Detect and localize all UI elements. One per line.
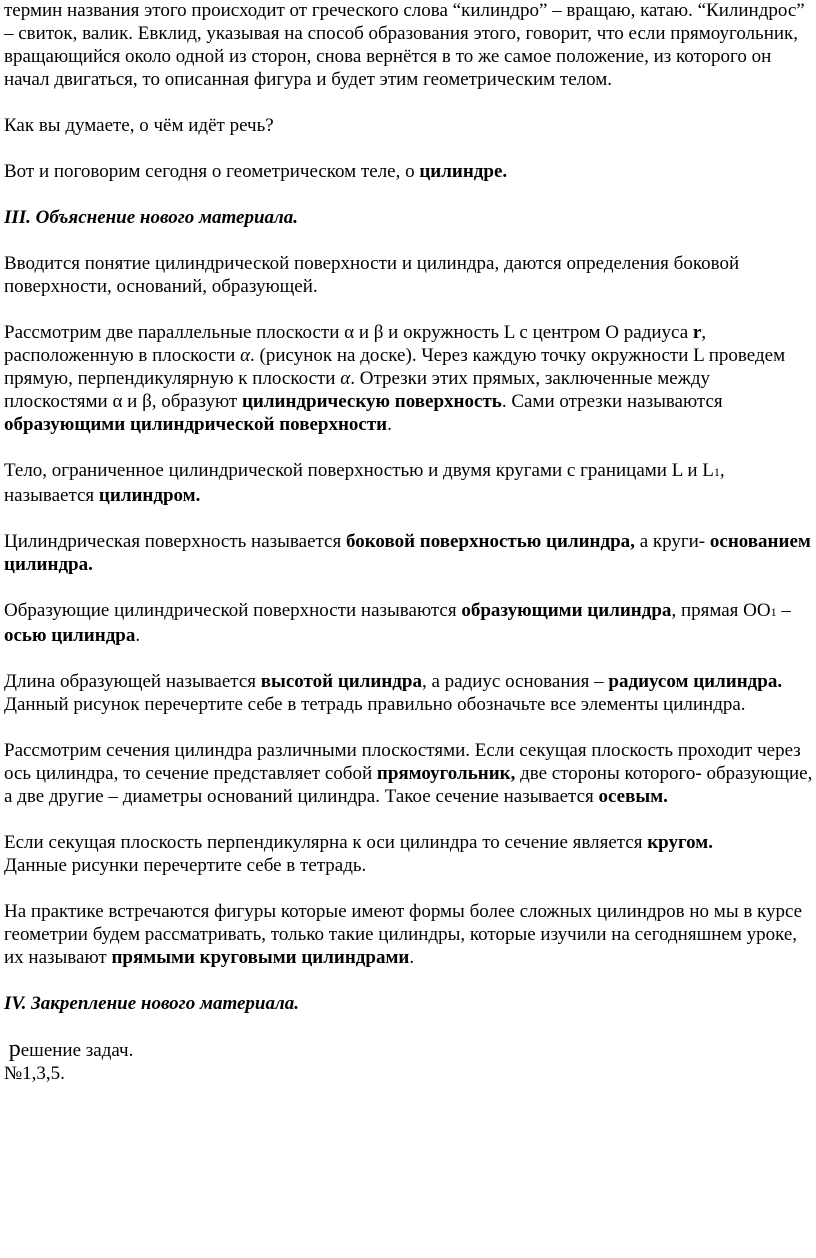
paragraph-question: Как вы думаете, о чём идёт речь? (4, 115, 274, 136)
term-generatrices: образующими цилиндрической поверхности (4, 414, 388, 435)
section-heading-3: III. Объяснение нового материала. (4, 207, 299, 228)
term-height: высотой цилиндра (260, 671, 422, 692)
paragraph-drawing-task: Данный рисунок перечертите себе в тетрадь правильно обозначьте все элементы цилиндра. (4, 694, 746, 715)
term-radius: радиусом цилиндра. (608, 671, 783, 692)
term-rectangle: прямоугольник, (376, 763, 516, 784)
term-cylinder: цилиндром. (98, 485, 201, 506)
paragraph-intro: Вводится понятие цилиндрической поверхности и цилиндра, даются определения боковой поверхности, оснований, образующей. (4, 253, 740, 297)
term-axis: осью цилиндра (4, 625, 136, 646)
term-right-circular-cylinders: прямыми круговыми цилиндрами (111, 947, 410, 968)
term-lateral-surface: боковой поверхностью цилиндра, (345, 531, 635, 552)
paragraph-sections: Рассмотрим сечения цилиндра различными плоскостями. Если секущая плоскость проходит через ось цилиндра, то сечение представляет собой прямоугольник, две стороны которого- образующие, а две другие – диаметры оснований цилиндра. Такое сечение называется осевым. (4, 740, 813, 807)
paragraph-circle-section: Если секущая плоскость перпендикулярна к оси цилиндра то сечение является кругом. Данные рисунки перечертите себе в тетрадь. (4, 832, 713, 876)
paragraph-topic: Вот и поговорим сегодня о геометрическом теле, о цилиндре. (4, 161, 508, 182)
paragraph-definition-cylinder: Тело, ограниченное цилиндрической поверхностью и двумя кругами с границами L и L1, называется цилиндром. (4, 460, 725, 506)
term-base: основанием цилиндра. (4, 531, 811, 575)
topic-term: цилиндре. (419, 161, 508, 182)
paragraph-definition-surface: Рассмотрим две параллельные плоскости α и β и окружность L с центром О радиуса r, расположенную в плоскости α. (рисунок на доске). Через каждую точку окружности L проведем прямую, перпендикулярную к плоскости α. Отрезки этих прямых, заключенные между плоскостями α и β, образуют цилиндрическую поверхность. Сами отрезки называются образующими цилиндрической поверхности. (4, 322, 786, 435)
section-heading-4: IV. Закрепление нового материала. (4, 993, 299, 1014)
term-cylinder-generatrices: образующими цилиндра (461, 600, 672, 621)
paragraph-problem-numbers: №1,3,5. (4, 1063, 65, 1084)
term-axial: осевым. (598, 786, 668, 807)
document-page (4, 0, 816, 1085)
paragraph-height-radius: Длина образующей называется высотой цилиндра, а радиус основания – радиусом цилиндра. (4, 671, 783, 692)
paragraph-problem-solving: решение задач. (8, 1036, 134, 1062)
paragraph-etymology: термин названия этого происходит от греческого слова “килиндро” – вращаю, катаю. “Килиндрос” – свиток, валик. Евклид, указывая на способ образования этого, говорит, что если прямоугольник, вращающийся около одной из сторон, снова вернётся в то же самое положение, из которого он начал двигаться, то описанная фигура и будет этим геометрическим телом. (4, 0, 805, 90)
term-cylindrical-surface: цилиндрическую поверхность (241, 391, 502, 412)
term-circle: кругом. (647, 832, 713, 853)
paragraph-practice: На практике встречаются фигуры которые имеют формы более сложных цилиндров но мы в курсе геометрии будем рассматривать, только такие цилиндры, которые изучили на сегодняшнем уроке, их называют прямыми круговыми цилиндрами. (4, 901, 803, 968)
paragraph-axis: Образующие цилиндрической поверхности называются образующими цилиндра, прямая ОО1 – осью цилиндра. (4, 600, 791, 646)
paragraph-lateral-surface: Цилиндрическая поверхность называется боковой поверхностью цилиндра, а круги- основанием цилиндра. (4, 531, 811, 575)
